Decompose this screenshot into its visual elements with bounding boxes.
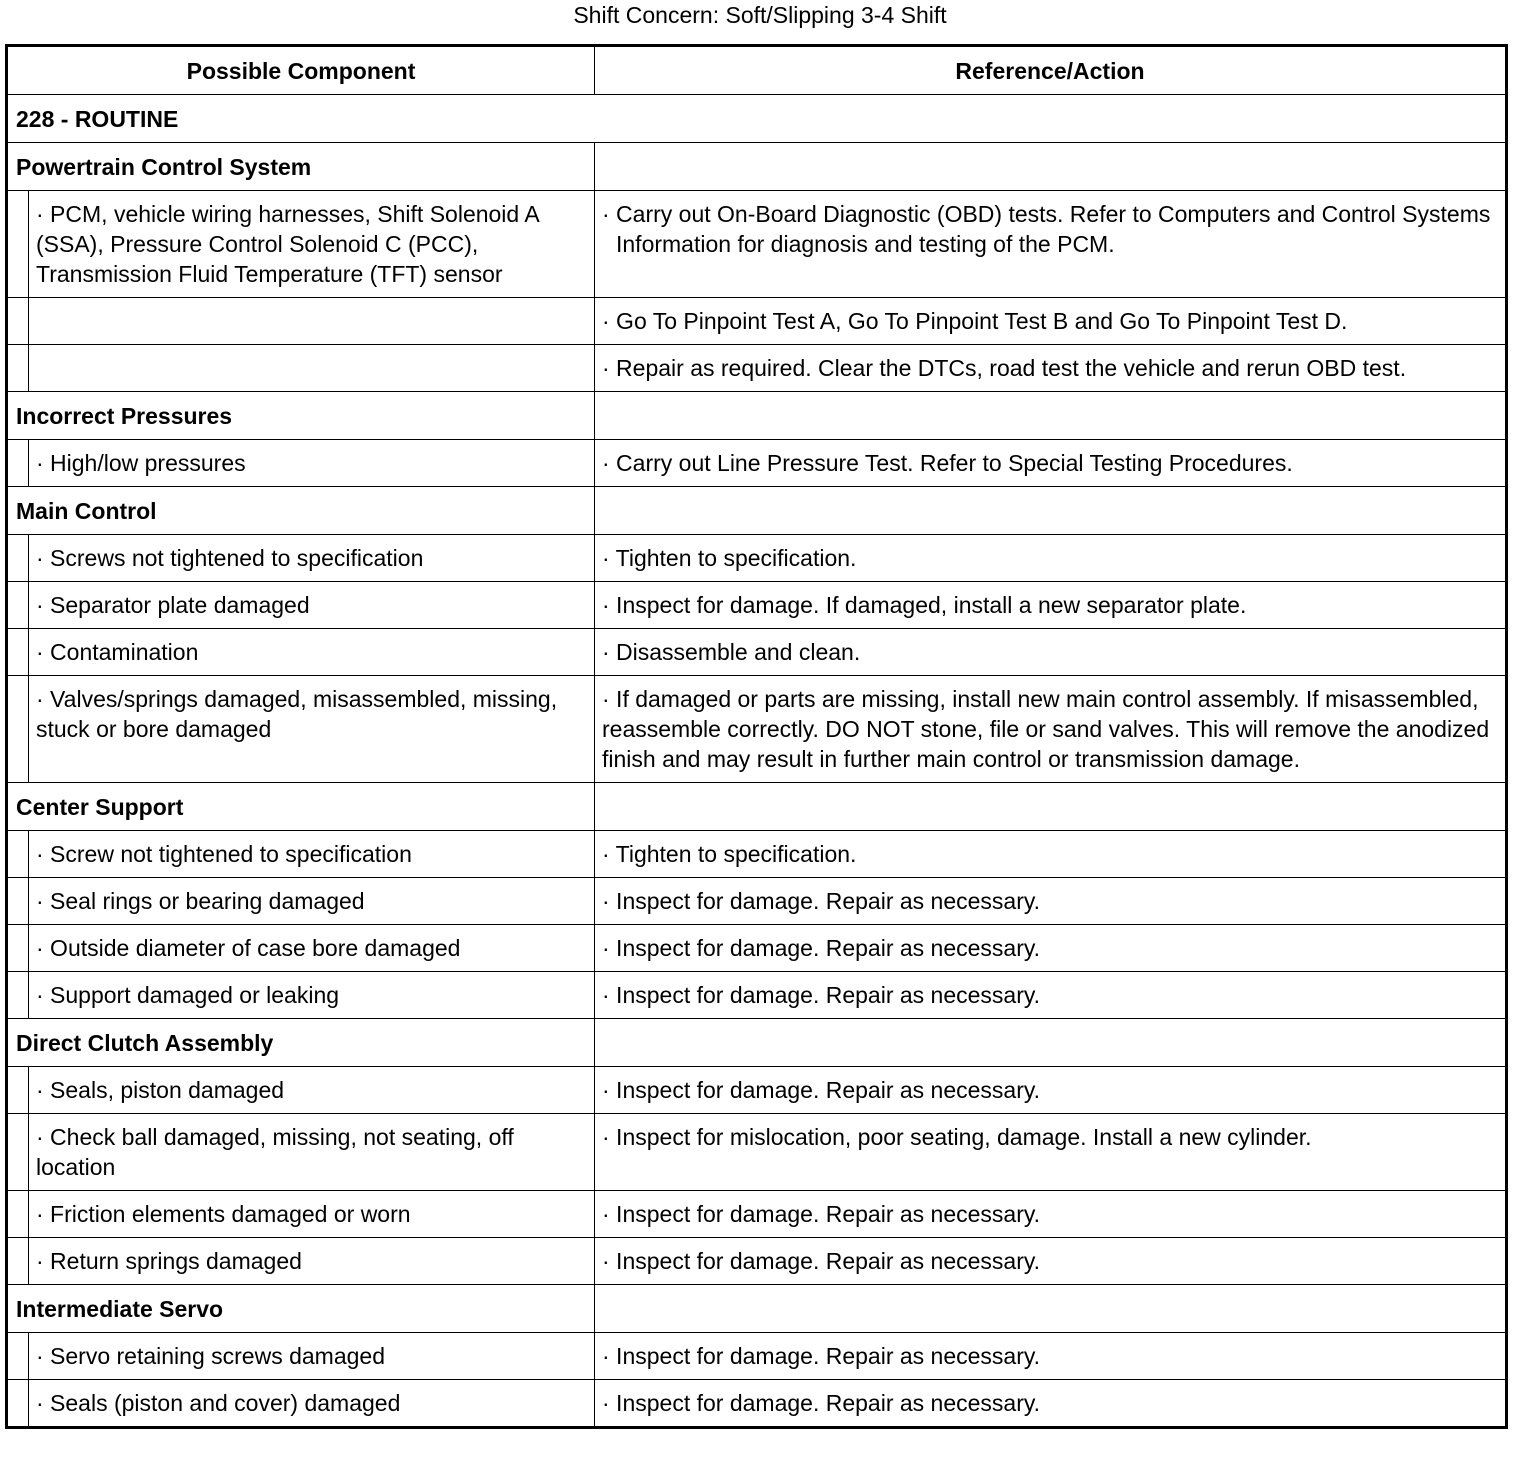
indent-cell [7, 1114, 29, 1191]
routine-row [7, 95, 1507, 143]
section-title: Powertrain Control System [7, 143, 595, 191]
action-cell [595, 1380, 1507, 1428]
table-row [7, 191, 1507, 298]
action-cell [595, 1238, 1507, 1285]
component-text: · Screws not tightened to specification [36, 545, 424, 571]
action-cell [595, 878, 1507, 925]
action-text: · Inspect for damage. Repair as necessary. [602, 888, 1041, 914]
component-cell [29, 440, 595, 487]
component-text: · Check ball damaged, missing, not seating, off location [36, 1124, 514, 1180]
indent-cell [7, 676, 29, 783]
component-cell [29, 676, 595, 783]
action-cell [595, 629, 1507, 676]
component-cell [29, 1191, 595, 1238]
table-row [7, 1380, 1507, 1428]
component-cell [29, 191, 595, 298]
component-text: · Friction elements damaged or worn [36, 1201, 411, 1227]
action-cell [595, 440, 1507, 487]
component-cell [29, 925, 595, 972]
action-text: · Carry out Line Pressure Test. Refer to Special Testing Procedures. [602, 450, 1293, 476]
action-text: · Disassemble and clean. [602, 639, 861, 665]
action-text: · Tighten to specification. [602, 841, 857, 867]
document-title: Shift Concern: Soft/Slipping 3-4 Shift [573, 2, 947, 28]
action-cell [595, 1191, 1507, 1238]
component-cell [29, 831, 595, 878]
component-cell [29, 1333, 595, 1380]
indent-cell [7, 345, 29, 392]
table-row [7, 582, 1507, 629]
indent-cell [7, 1191, 29, 1238]
component-text: · High/low pressures [36, 450, 246, 476]
section-row [7, 392, 1507, 440]
section-action-empty [595, 487, 1507, 535]
table-body [7, 95, 1507, 1428]
indent-cell [7, 1380, 29, 1428]
table-row [7, 676, 1507, 783]
indent-cell [7, 925, 29, 972]
action-text: · Inspect for damage. Repair as necessary. [602, 1201, 1041, 1227]
component-text: · Seals (piston and cover) damaged [36, 1390, 401, 1416]
component-cell [29, 1067, 595, 1114]
component-cell [29, 972, 595, 1019]
section-title: Incorrect Pressures [7, 392, 595, 440]
indent-cell [7, 582, 29, 629]
component-text: · Contamination [36, 639, 199, 665]
action-cell [595, 925, 1507, 972]
routine-label: 228 - ROUTINE [7, 95, 1507, 143]
indent-cell [7, 1333, 29, 1380]
action-text: · Repair as required. Clear the DTCs, road test the vehicle and rerun OBD test. [602, 355, 1407, 381]
action-text: · Go To Pinpoint Test A, Go To Pinpoint Test B and Go To Pinpoint Test D. [602, 308, 1348, 334]
section-action-empty [595, 1285, 1507, 1333]
table-row [7, 972, 1507, 1019]
action-cell [595, 1333, 1507, 1380]
action-cell [595, 191, 1507, 298]
table-row [7, 440, 1507, 487]
action-text: · If damaged or parts are missing, install new main control assembly. If misassembled, reassemble correctly. DO NOT stone, file or sand valves. This will remove the anodized finish and may result in further main control or transmission damage. [602, 686, 1490, 772]
section-title: Center Support [7, 783, 595, 831]
indent-cell [7, 1067, 29, 1114]
table-row [7, 629, 1507, 676]
action-text: · Inspect for damage. Repair as necessary. [602, 1248, 1041, 1274]
section-row [7, 1019, 1507, 1067]
table-row [7, 345, 1507, 392]
section-action-empty [595, 392, 1507, 440]
indent-cell [7, 535, 29, 582]
component-text: · Servo retaining screws damaged [36, 1343, 385, 1369]
indent-cell [7, 440, 29, 487]
action-text: · Inspect for mislocation, poor seating, damage. Install a new cylinder. [602, 1124, 1312, 1150]
shift-concern-table [5, 44, 1508, 1429]
component-text: · Return springs damaged [36, 1248, 302, 1274]
action-cell [595, 582, 1507, 629]
table-row [7, 1067, 1507, 1114]
component-cell [29, 345, 595, 392]
indent-cell [7, 972, 29, 1019]
component-text: · Valves/springs damaged, misassembled, missing, stuck or bore damaged [36, 686, 558, 742]
action-cell [595, 345, 1507, 392]
action-cell [595, 1067, 1507, 1114]
table-row [7, 925, 1507, 972]
indent-cell [7, 629, 29, 676]
section-action-empty [595, 143, 1507, 191]
action-cell [595, 1114, 1507, 1191]
component-text: · Seals, piston damaged [36, 1077, 285, 1103]
component-cell [29, 1238, 595, 1285]
action-cell [595, 831, 1507, 878]
component-cell [29, 582, 595, 629]
action-cell [595, 972, 1507, 1019]
action-cell [595, 298, 1507, 345]
action-text: · Carry out On-Board Diagnostic (OBD) tests. Refer to Computers and Control Systems Information for diagnosis and testing of the PCM. [602, 201, 1491, 257]
section-action-empty [595, 1019, 1507, 1067]
component-cell [29, 535, 595, 582]
component-cell [29, 878, 595, 925]
table-header-row [7, 46, 1507, 95]
table-row [7, 1191, 1507, 1238]
action-text: · Inspect for damage. Repair as necessary. [602, 1390, 1041, 1416]
section-title: Main Control [7, 487, 595, 535]
action-text: · Inspect for damage. If damaged, install a new separator plate. [602, 592, 1247, 618]
component-text: · Separator plate damaged [36, 592, 310, 618]
table-row [7, 298, 1507, 345]
section-action-empty [595, 783, 1507, 831]
table-row [7, 831, 1507, 878]
component-text: · Support damaged or leaking [36, 982, 340, 1008]
action-text: · Inspect for damage. Repair as necessary. [602, 982, 1041, 1008]
action-text: · Inspect for damage. Repair as necessary. [602, 1077, 1041, 1103]
indent-cell [7, 298, 29, 345]
action-cell [595, 535, 1507, 582]
action-cell [595, 676, 1507, 783]
section-row [7, 487, 1507, 535]
component-text: · Screw not tightened to specification [36, 841, 412, 867]
section-row [7, 1285, 1507, 1333]
action-text: · Tighten to specification. [602, 545, 857, 571]
indent-cell [7, 878, 29, 925]
component-text: · Outside diameter of case bore damaged [36, 935, 461, 961]
action-text: · Inspect for damage. Repair as necessary. [602, 1343, 1041, 1369]
component-cell [29, 298, 595, 345]
header-reference-action: Reference/Action [595, 46, 1507, 95]
section-row [7, 783, 1507, 831]
section-title: Direct Clutch Assembly [7, 1019, 595, 1067]
component-text: · PCM, vehicle wiring harnesses, Shift Solenoid A (SSA), Pressure Control Solenoid C (PCC), Transmission Fluid Temperature (TFT) sensor [36, 201, 539, 287]
table-row [7, 535, 1507, 582]
action-text: · Inspect for damage. Repair as necessary. [602, 935, 1041, 961]
header-possible-component: Possible Component [7, 46, 595, 95]
table-row [7, 878, 1507, 925]
table-row [7, 1238, 1507, 1285]
table-row [7, 1333, 1507, 1380]
component-cell [29, 1380, 595, 1428]
table-row [7, 1114, 1507, 1191]
indent-cell [7, 1238, 29, 1285]
indent-cell [7, 831, 29, 878]
section-row [7, 143, 1507, 191]
section-title: Intermediate Servo [7, 1285, 595, 1333]
component-cell [29, 1114, 595, 1191]
component-text: · Seal rings or bearing damaged [36, 888, 365, 914]
indent-cell [7, 191, 29, 298]
component-cell [29, 629, 595, 676]
